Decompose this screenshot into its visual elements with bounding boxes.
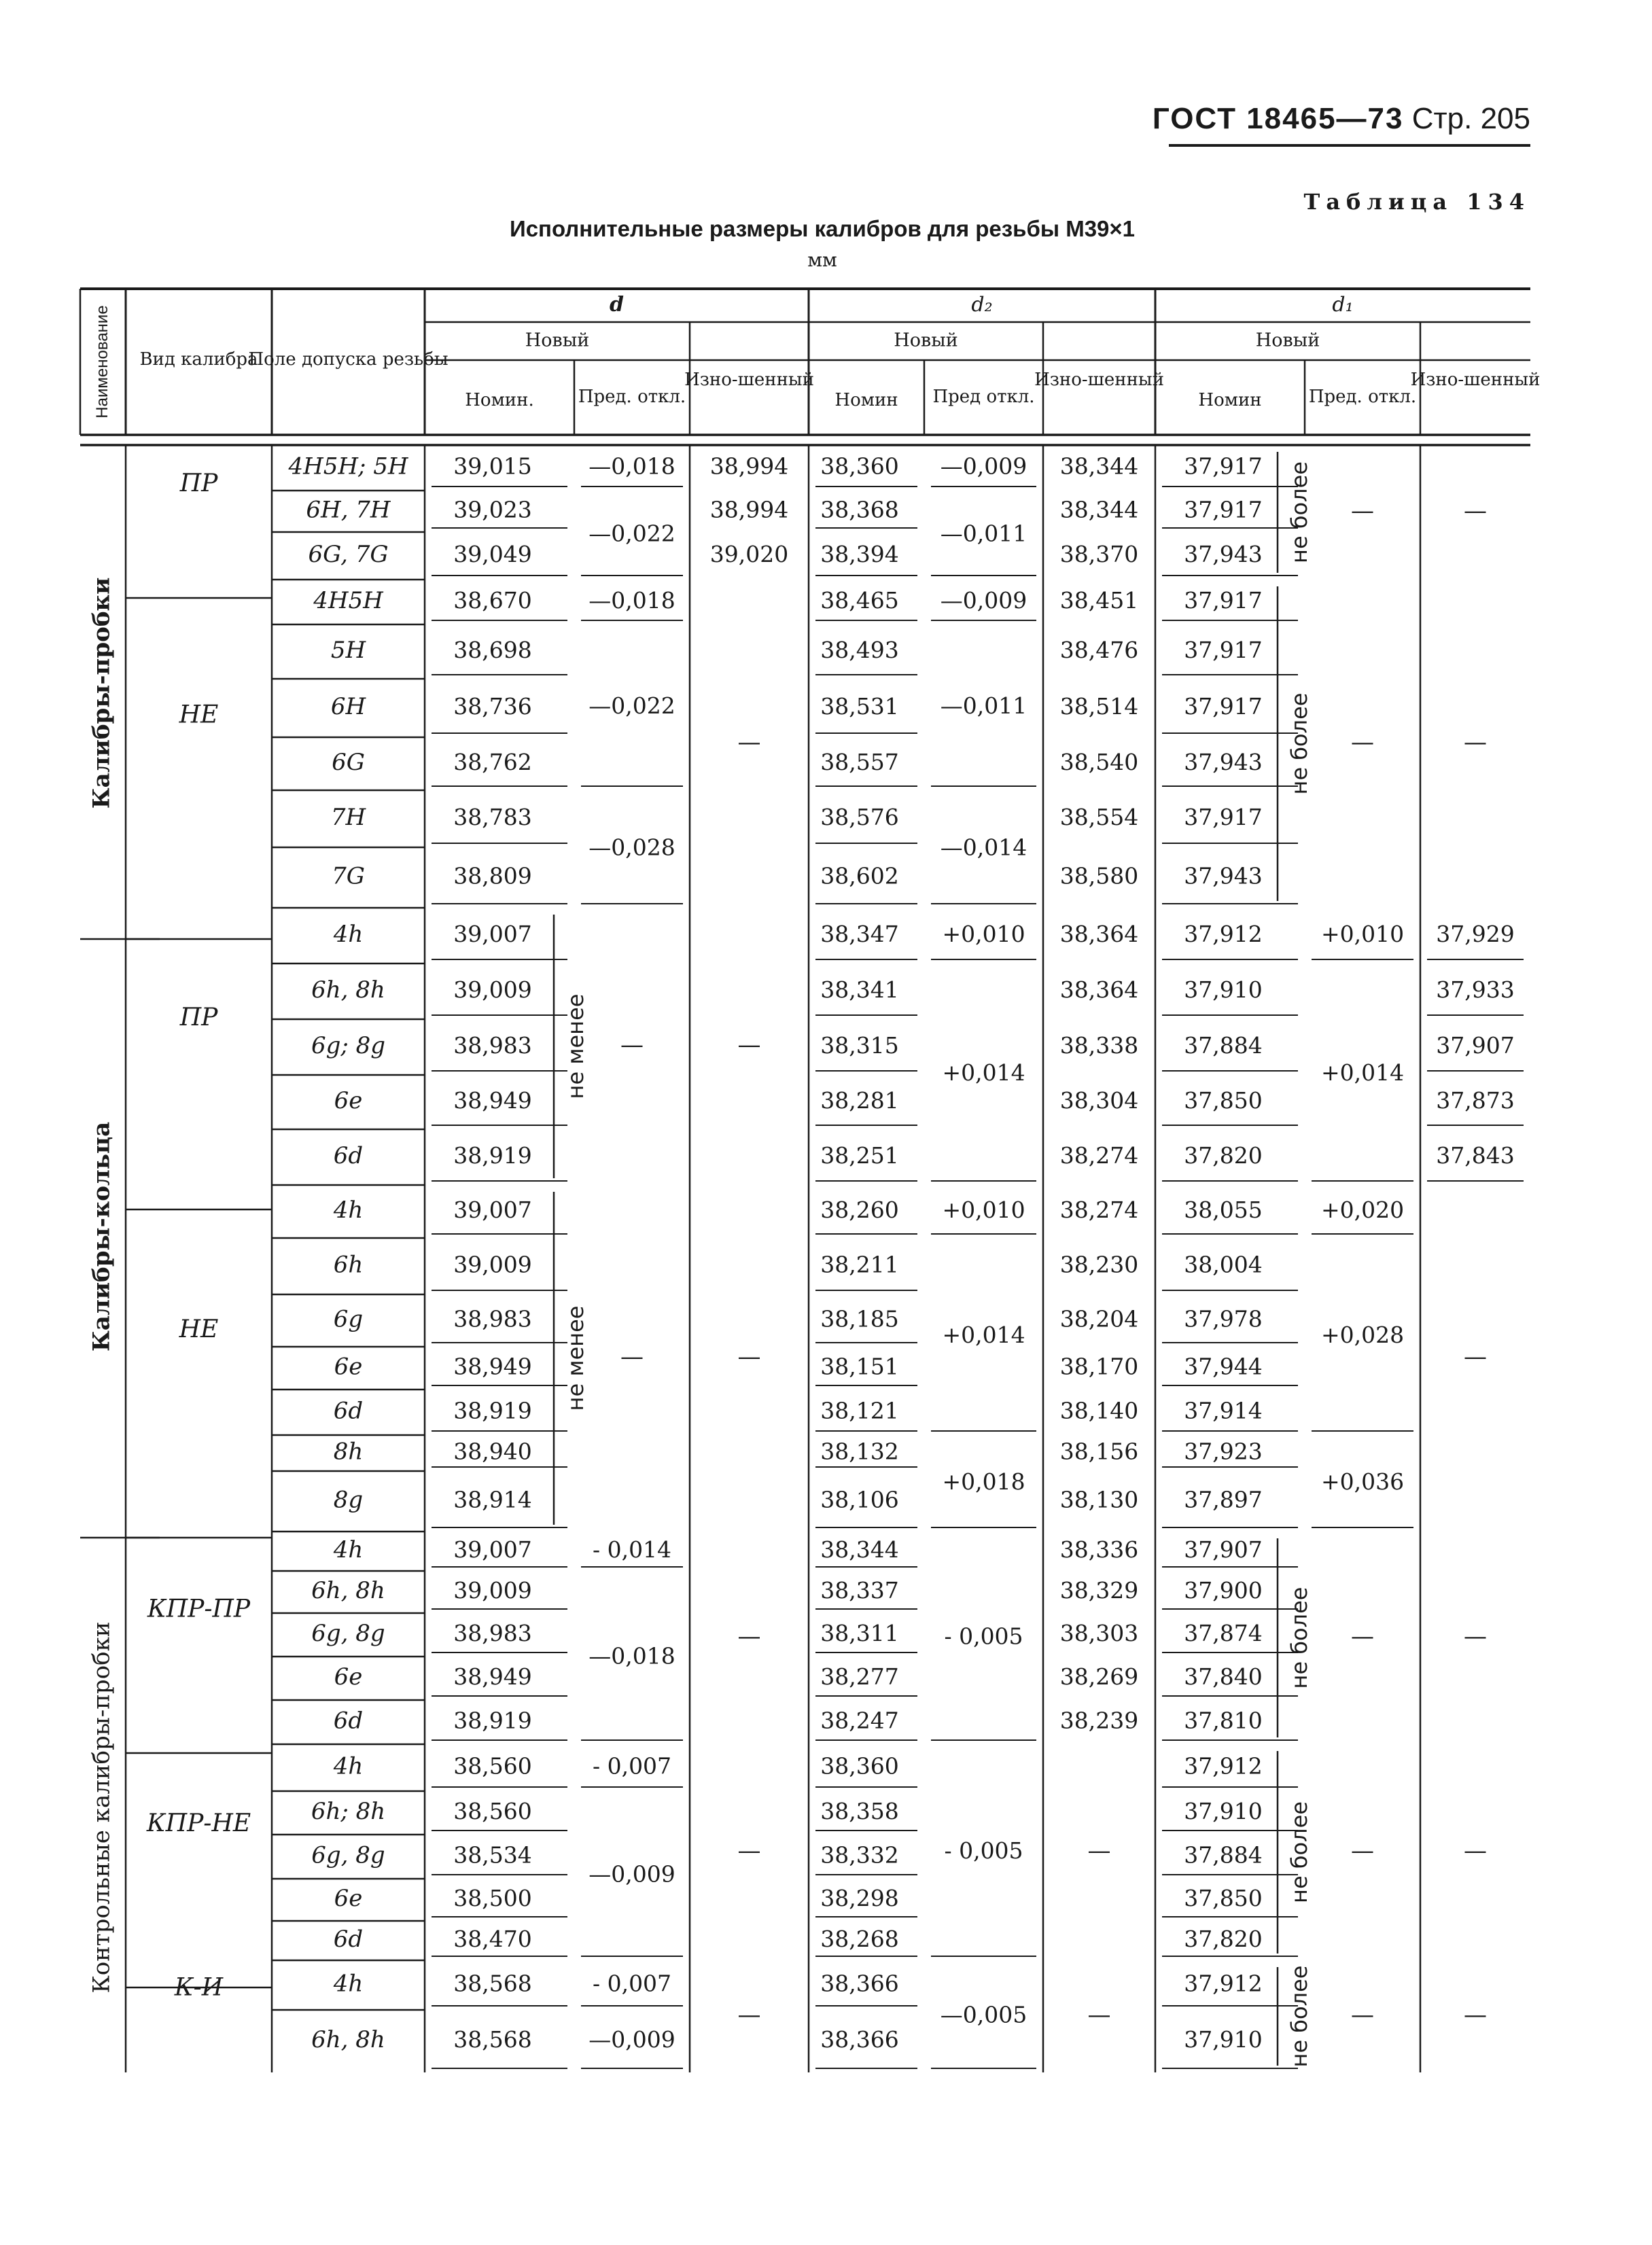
d-nominal-cell: 39,009 xyxy=(453,1577,532,1604)
d2-nominal-cell: 38,341 xyxy=(820,976,899,1003)
d2-worn-cell: 38,303 xyxy=(1059,1620,1139,1646)
tolerance-cell: 4h xyxy=(333,1970,364,1998)
new-header: Новый xyxy=(894,330,958,351)
dash-cell: — xyxy=(1464,497,1487,525)
group-label-plugs: Калибры-пробки xyxy=(88,577,116,809)
d-nominal-cell: 38,762 xyxy=(453,749,532,775)
d2-nominal-cell: 38,465 xyxy=(820,587,899,614)
d2-worn-cell: 38,338 xyxy=(1059,1032,1139,1059)
standard-number: ГОСТ 18465—73 xyxy=(1152,102,1404,135)
d-deviation-cell: —0,018 xyxy=(588,453,675,480)
d2-deviation-cell: —0,014 xyxy=(940,834,1027,861)
d2-worn-cell: 38,204 xyxy=(1059,1305,1139,1332)
d2-worn-cell: 38,344 xyxy=(1059,453,1139,480)
d2-deviation-cell: +0,010 xyxy=(942,1197,1025,1223)
d1-nominal-cell: 37,910 xyxy=(1184,2026,1263,2053)
d2-nominal-cell: 38,268 xyxy=(820,1926,899,1952)
gauge-kind-label: ПР xyxy=(179,1004,218,1031)
d2-nominal-cell: 38,315 xyxy=(820,1032,899,1059)
d1-nominal-cell: 37,943 xyxy=(1184,541,1263,567)
gauge-kind-label: К-И xyxy=(174,1973,224,2002)
d2-nominal-cell: 38,347 xyxy=(820,921,899,947)
d2-nominal-cell: 38,298 xyxy=(820,1885,899,1911)
tolerance-cell: 4h xyxy=(333,1536,364,1563)
gauge-kind-label: КПР-НЕ xyxy=(146,1809,251,1837)
d-nominal-cell: 39,009 xyxy=(453,976,532,1003)
dash-cell: — xyxy=(737,2001,761,2029)
d-nominal-cell: 38,470 xyxy=(453,1926,532,1952)
d2-nominal-cell: 38,332 xyxy=(820,1841,899,1869)
d2-worn-cell: 38,370 xyxy=(1059,541,1139,567)
d1-nominal-cell: 37,874 xyxy=(1184,1620,1263,1646)
d2-worn-cell: 38,269 xyxy=(1059,1663,1139,1690)
new-header: Новый xyxy=(1255,330,1320,351)
gauge-kind-label: ПР xyxy=(179,470,218,497)
d2-worn-cell: 38,451 xyxy=(1059,587,1139,614)
dash-cell: — xyxy=(1087,1837,1111,1864)
d-nominal-cell: 39,007 xyxy=(453,1536,532,1563)
tolerance-cell: 6H, 7H xyxy=(306,496,391,524)
d-nominal-cell: 38,919 xyxy=(453,1142,532,1169)
d2-deviation-cell: —0,011 xyxy=(940,520,1027,547)
d1-deviation-cell: +0,014 xyxy=(1320,1059,1405,1086)
d2-worn-cell: 38,336 xyxy=(1059,1536,1139,1563)
gauge-kind-label: НЕ xyxy=(179,701,219,729)
deviation-header: Пред. откл. xyxy=(578,387,686,407)
d-deviation-cell: —0,028 xyxy=(588,834,675,861)
tolerance-cell: 4H5H; 5H xyxy=(288,453,408,480)
d1-nominal-cell: 37,917 xyxy=(1184,453,1263,480)
nominal-header: Номин. xyxy=(465,390,534,410)
d2-nominal-cell: 38,366 xyxy=(820,2026,899,2053)
tolerance-cell: 4H5H xyxy=(313,587,383,614)
d-nominal-cell: 38,919 xyxy=(453,1707,532,1734)
d-nominal-cell: 39,049 xyxy=(453,541,532,567)
d1-nominal-cell: 37,850 xyxy=(1184,1087,1263,1114)
worn-header: Изно-шенный xyxy=(684,370,814,390)
tolerance-cell: 6h; 8h xyxy=(311,1798,386,1825)
d2-deviation-cell: —0,011 xyxy=(940,692,1027,719)
d-deviation-cell: - 0,014 xyxy=(592,1536,672,1563)
d-nominal-cell: 38,949 xyxy=(453,1353,532,1380)
d-nominal-cell: 38,560 xyxy=(453,1798,532,1824)
col-d-header: d xyxy=(610,293,624,317)
d1-worn-cell: 37,929 xyxy=(1436,921,1515,947)
d-deviation-cell: —0,018 xyxy=(588,587,675,614)
d1-nominal-cell: 37,923 xyxy=(1184,1438,1263,1465)
dash-cell: — xyxy=(1351,497,1374,525)
d-worn-cell: 38,994 xyxy=(709,453,789,480)
tolerance-cell: 8h xyxy=(333,1438,364,1466)
d2-nominal-cell: 38,281 xyxy=(820,1087,899,1114)
d-deviation-cell: - 0,007 xyxy=(592,1970,672,1997)
d2-worn-cell: 38,140 xyxy=(1059,1397,1139,1424)
d1-nominal-cell: 37,820 xyxy=(1184,1926,1263,1952)
d-nominal-cell: 38,940 xyxy=(453,1438,532,1465)
d2-nominal-cell: 38,132 xyxy=(820,1438,899,1465)
d2-nominal-cell: 38,368 xyxy=(820,496,899,523)
dash-cell: — xyxy=(620,1343,644,1371)
d2-nominal-cell: 38,151 xyxy=(820,1353,899,1380)
d2-worn-cell: 38,580 xyxy=(1059,862,1139,889)
d1-nominal-cell: 38,055 xyxy=(1184,1197,1263,1223)
d2-worn-cell: 38,156 xyxy=(1059,1438,1139,1465)
gauge-kind-label: НЕ xyxy=(179,1315,219,1343)
d2-deviation-cell: —0,009 xyxy=(940,587,1027,614)
dash-cell: — xyxy=(737,1031,761,1059)
tolerance-cell: 6g xyxy=(333,1305,364,1333)
limit-note: не более xyxy=(1286,1965,1312,2068)
tolerance-cell: 8g xyxy=(333,1486,364,1514)
d-nominal-cell: 39,009 xyxy=(453,1251,532,1278)
d2-nominal-cell: 38,360 xyxy=(820,453,899,480)
d2-worn-cell: 38,230 xyxy=(1059,1251,1139,1278)
d2-deviation-cell: +0,014 xyxy=(942,1059,1025,1086)
limit-note: не более xyxy=(1286,1801,1312,1903)
tolerance-cell: 4h xyxy=(333,1752,364,1780)
d-nominal-cell: 38,736 xyxy=(453,693,532,720)
d-nominal-cell: 39,015 xyxy=(453,453,532,480)
worn-header: Изно-шенный xyxy=(1034,370,1164,390)
tolerance-cell: 6G, 7G xyxy=(308,541,389,568)
d2-worn-cell: 38,476 xyxy=(1059,637,1139,663)
dash-cell: — xyxy=(1351,1837,1374,1864)
d-deviation-cell: —0,022 xyxy=(588,692,675,719)
dash-cell: — xyxy=(1464,1343,1487,1371)
d2-worn-cell: 38,239 xyxy=(1059,1707,1139,1734)
d1-nominal-cell: 37,850 xyxy=(1184,1885,1263,1911)
d-deviation-cell: —0,009 xyxy=(588,2026,675,2053)
d-deviation-cell: - 0,007 xyxy=(592,1752,672,1780)
d-nominal-cell: 38,949 xyxy=(453,1087,532,1114)
dash-cell: — xyxy=(620,1031,644,1059)
d1-deviation-cell: +0,010 xyxy=(1320,921,1405,947)
d-nominal-cell: 39,023 xyxy=(453,496,532,523)
d1-nominal-cell: 37,917 xyxy=(1184,693,1263,720)
col-kind-header: Вид калибра xyxy=(139,349,258,370)
d2-worn-cell: 38,274 xyxy=(1059,1197,1139,1223)
new-header: Новый xyxy=(525,330,590,351)
d2-worn-cell: 38,364 xyxy=(1059,976,1139,1003)
limit-note: не менее xyxy=(563,993,588,1099)
d-nominal-cell: 38,534 xyxy=(453,1841,532,1869)
col-tolerance-header: Поле допуска резьбы xyxy=(248,349,449,370)
d2-nominal-cell: 38,260 xyxy=(820,1197,899,1223)
group-label-control-plugs: Контрольные калибры-пробки xyxy=(88,1621,116,1994)
d2-nominal-cell: 38,360 xyxy=(820,1752,899,1780)
tolerance-cell: 6H xyxy=(330,693,366,720)
tolerance-cell: 6g, 8g xyxy=(311,1620,385,1647)
d2-worn-cell: 38,364 xyxy=(1059,921,1139,947)
d1-nominal-cell: 37,810 xyxy=(1184,1707,1263,1734)
dash-cell: — xyxy=(1464,2001,1487,2029)
d1-nominal-cell: 37,912 xyxy=(1184,1752,1263,1780)
col-d1-header: d₁ xyxy=(1332,293,1354,317)
limit-note: не более xyxy=(1286,692,1312,795)
d1-nominal-cell: 37,912 xyxy=(1184,1970,1263,1997)
d1-nominal-cell: 37,917 xyxy=(1184,804,1263,830)
d1-nominal-cell: 37,900 xyxy=(1184,1577,1263,1604)
d2-worn-cell: 38,304 xyxy=(1059,1087,1139,1114)
d2-nominal-cell: 38,602 xyxy=(820,862,899,889)
dash-cell: — xyxy=(1351,1623,1374,1650)
d2-nominal-cell: 38,247 xyxy=(820,1707,899,1734)
dash-cell: — xyxy=(1464,1623,1487,1650)
dash-cell: — xyxy=(1351,2001,1374,2029)
nominal-header: Номин xyxy=(834,390,898,410)
gauge-kind-label: КПР-ПР xyxy=(147,1595,251,1623)
d2-deviation-cell: —0,005 xyxy=(940,2001,1027,2028)
tolerance-cell: 6e xyxy=(334,1663,363,1691)
d2-nominal-cell: 38,337 xyxy=(820,1577,899,1604)
d2-nominal-cell: 38,366 xyxy=(820,1970,899,1997)
limit-note: не более xyxy=(1286,1587,1312,1689)
d2-nominal-cell: 38,358 xyxy=(820,1798,899,1824)
d-nominal-cell: 38,914 xyxy=(453,1486,532,1513)
d1-nominal-cell: 37,884 xyxy=(1184,1032,1263,1059)
d-nominal-cell: 38,783 xyxy=(453,804,532,830)
d1-nominal-cell: 37,943 xyxy=(1184,862,1263,889)
d2-worn-cell: 38,554 xyxy=(1059,804,1139,830)
dash-cell: — xyxy=(1464,1837,1487,1864)
d2-worn-cell: 38,344 xyxy=(1059,496,1139,523)
d1-worn-cell: 37,933 xyxy=(1436,976,1515,1003)
tolerance-cell: 6G xyxy=(332,749,365,776)
dash-cell: — xyxy=(737,1837,761,1864)
d2-worn-cell: 38,274 xyxy=(1059,1142,1139,1169)
d1-deviation-cell: +0,028 xyxy=(1320,1322,1405,1348)
d1-worn-cell: 37,907 xyxy=(1436,1032,1515,1059)
tolerance-cell: 6e xyxy=(334,1087,363,1114)
d1-nominal-cell: 37,912 xyxy=(1184,921,1263,947)
tolerance-cell: 7G xyxy=(332,862,365,890)
d2-worn-cell: 38,514 xyxy=(1059,693,1139,720)
d2-deviation-cell: +0,018 xyxy=(942,1468,1025,1495)
d1-deviation-cell: +0,020 xyxy=(1320,1197,1405,1223)
d2-nominal-cell: 38,394 xyxy=(820,541,899,567)
limit-note: не менее xyxy=(563,1305,588,1411)
d-nominal-cell: 38,809 xyxy=(453,862,532,889)
d-nominal-cell: 38,698 xyxy=(453,637,532,663)
worn-header: Изно-шенный xyxy=(1410,370,1541,390)
d2-deviation-cell: - 0,005 xyxy=(944,1837,1023,1864)
dash-cell: — xyxy=(1087,2001,1111,2029)
d2-deviation-cell: +0,014 xyxy=(942,1322,1025,1348)
tolerance-cell: 6d xyxy=(333,1926,364,1953)
dash-cell: — xyxy=(1464,728,1487,756)
page-number: Стр. 205 xyxy=(1411,102,1530,135)
d2-nominal-cell: 38,277 xyxy=(820,1663,899,1690)
tolerance-cell: 6h xyxy=(333,1251,364,1279)
tolerance-cell: 6d xyxy=(333,1142,364,1169)
table-caption: Исполнительные размеры калибров для резьбы М39×1 xyxy=(509,216,1136,241)
d-nominal-cell: 38,670 xyxy=(453,587,532,614)
d-nominal-cell: 38,983 xyxy=(453,1620,532,1646)
tolerance-cell: 6e xyxy=(334,1353,363,1381)
d1-deviation-cell: +0,036 xyxy=(1320,1468,1405,1495)
d2-nominal-cell: 38,576 xyxy=(820,804,899,830)
dash-cell: — xyxy=(737,728,761,756)
d1-nominal-cell: 37,944 xyxy=(1184,1353,1263,1380)
tolerance-cell: 4h xyxy=(333,1197,364,1224)
d1-nominal-cell: 37,884 xyxy=(1184,1841,1263,1869)
d-deviation-cell: —0,009 xyxy=(588,1860,675,1888)
d-deviation-cell: —0,018 xyxy=(588,1642,675,1669)
d1-nominal-cell: 37,978 xyxy=(1184,1305,1263,1332)
d1-nominal-cell: 37,910 xyxy=(1184,976,1263,1003)
unit-label: мм xyxy=(807,249,837,271)
d2-nominal-cell: 38,557 xyxy=(820,749,899,775)
d1-nominal-cell: 37,917 xyxy=(1184,637,1263,663)
nominal-header: Номин xyxy=(1198,390,1262,410)
d-worn-cell: 39,020 xyxy=(709,541,789,567)
d2-nominal-cell: 38,251 xyxy=(820,1142,899,1169)
d1-nominal-cell: 37,917 xyxy=(1184,496,1263,523)
d2-deviation-cell: +0,010 xyxy=(942,921,1025,947)
tolerance-cell: 5H xyxy=(330,637,366,664)
table-label: Таблица 134 xyxy=(1303,189,1530,215)
tolerance-cell: 6d xyxy=(333,1707,364,1735)
dash-cell: — xyxy=(1351,728,1374,756)
d2-nominal-cell: 38,493 xyxy=(820,637,899,663)
d2-deviation-cell: - 0,005 xyxy=(944,1623,1023,1650)
d-nominal-cell: 39,007 xyxy=(453,921,532,947)
d1-nominal-cell: 37,820 xyxy=(1184,1142,1263,1169)
limit-note: не более xyxy=(1286,461,1312,563)
d1-nominal-cell: 37,840 xyxy=(1184,1663,1263,1690)
d-nominal-cell: 38,919 xyxy=(453,1397,532,1424)
d-nominal-cell: 38,500 xyxy=(453,1885,532,1911)
d1-nominal-cell: 37,914 xyxy=(1184,1397,1263,1424)
d1-nominal-cell: 37,897 xyxy=(1184,1486,1263,1513)
d-worn-cell: 38,994 xyxy=(709,496,789,523)
tolerance-cell: 4h xyxy=(333,921,364,948)
d-nominal-cell: 39,007 xyxy=(453,1197,532,1223)
col-name-header: Наименование xyxy=(92,305,111,419)
tolerance-cell: 7H xyxy=(330,804,366,831)
d1-nominal-cell: 37,910 xyxy=(1184,1798,1263,1824)
d2-worn-cell: 38,130 xyxy=(1059,1486,1139,1513)
tolerance-cell: 6h, 8h xyxy=(311,976,385,1004)
d-deviation-cell: —0,022 xyxy=(588,520,675,547)
d2-deviation-cell: —0,009 xyxy=(940,453,1027,480)
d2-nominal-cell: 38,121 xyxy=(820,1397,899,1424)
d2-worn-cell: 38,540 xyxy=(1059,749,1139,775)
d1-nominal-cell: 37,907 xyxy=(1184,1536,1263,1563)
d1-nominal-cell: 37,917 xyxy=(1184,587,1263,614)
tolerance-cell: 6g; 8g xyxy=(311,1032,386,1059)
deviation-header: Пред откл. xyxy=(932,387,1035,407)
d1-nominal-cell: 38,004 xyxy=(1184,1251,1263,1278)
tolerance-cell: 6e xyxy=(334,1885,363,1912)
tolerance-cell: 6h, 8h xyxy=(311,2026,385,2053)
d-nominal-cell: 38,983 xyxy=(453,1032,532,1059)
d-nominal-cell: 38,568 xyxy=(453,2026,532,2053)
d-nominal-cell: 38,560 xyxy=(453,1752,532,1780)
d2-nominal-cell: 38,531 xyxy=(820,693,899,720)
tolerance-cell: 6g, 8g xyxy=(311,1841,385,1869)
col-d2-header: d₂ xyxy=(971,293,993,317)
d1-worn-cell: 37,873 xyxy=(1436,1087,1515,1114)
d2-worn-cell: 38,170 xyxy=(1059,1353,1139,1380)
d2-nominal-cell: 38,185 xyxy=(820,1305,899,1332)
group-label-rings: Калибры-кольца xyxy=(88,1121,116,1352)
d-nominal-cell: 38,983 xyxy=(453,1305,532,1332)
d-nominal-cell: 38,568 xyxy=(453,1970,532,1997)
d2-worn-cell: 38,329 xyxy=(1059,1577,1139,1604)
d2-nominal-cell: 38,106 xyxy=(820,1486,899,1513)
d2-nominal-cell: 38,344 xyxy=(820,1536,899,1563)
tolerance-cell: 6h, 8h xyxy=(311,1577,385,1604)
tolerance-cell: 6d xyxy=(333,1397,364,1425)
d2-nominal-cell: 38,311 xyxy=(820,1620,899,1646)
d1-nominal-cell: 37,943 xyxy=(1184,749,1263,775)
deviation-header: Пред. откл. xyxy=(1308,387,1417,407)
dash-cell: — xyxy=(737,1623,761,1650)
d1-worn-cell: 37,843 xyxy=(1436,1142,1515,1169)
d2-nominal-cell: 38,211 xyxy=(820,1251,899,1278)
d-nominal-cell: 38,949 xyxy=(453,1663,532,1690)
dash-cell: — xyxy=(737,1343,761,1371)
